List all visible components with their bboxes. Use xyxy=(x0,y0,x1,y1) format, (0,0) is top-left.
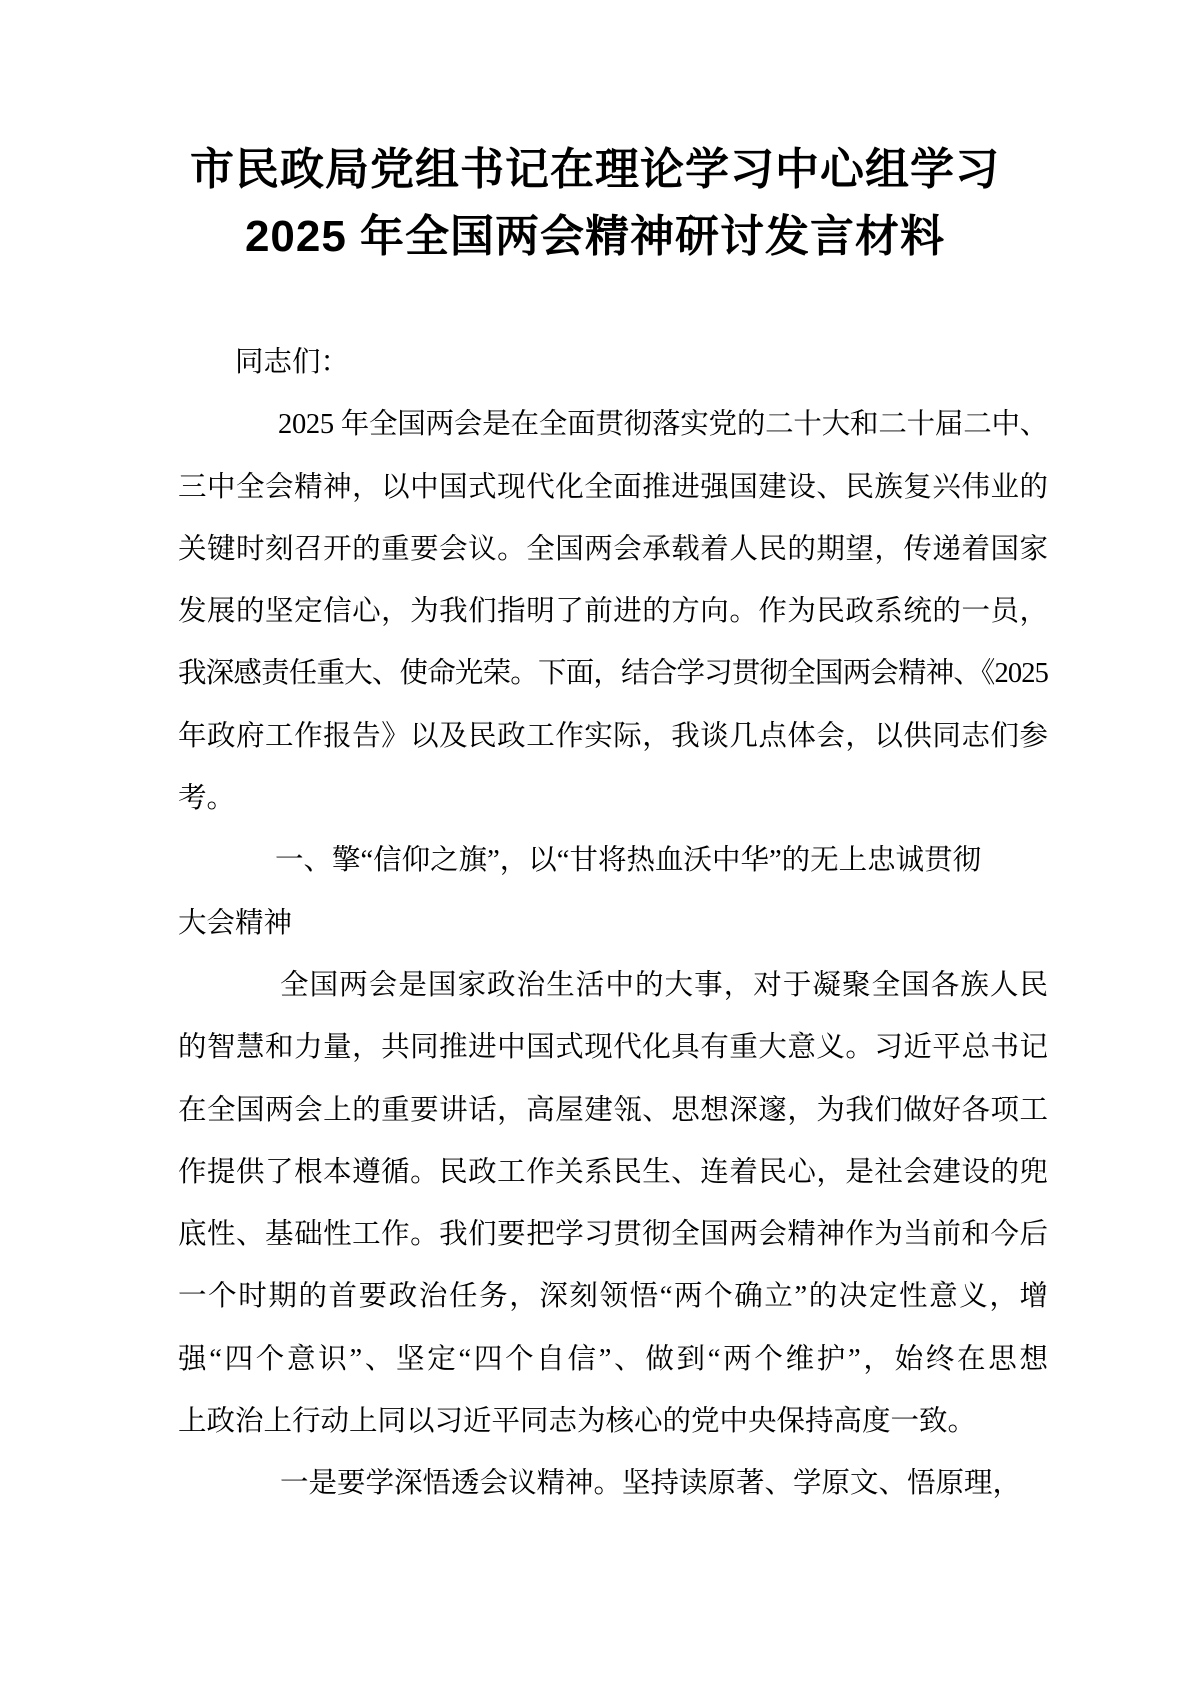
text-line: 2025 年全国两会是在全面贯彻落实党的二十大和二十届二中、 xyxy=(278,409,1048,441)
text-line: 作提供了根本遵循。民政工作关系民生、连着民心，是社会建设的兜 xyxy=(178,1156,1048,1188)
text-line: 强“四个意识”、坚定“四个自信”、做到“两个维护”，始终在思想 xyxy=(178,1343,1048,1375)
text-line: 考。 xyxy=(178,783,236,815)
paragraph-point-1 xyxy=(178,1453,1048,1515)
title-line-2: 2025 年全国两会精神研讨发言材料 xyxy=(244,212,946,261)
document-body xyxy=(178,332,1048,1516)
paragraph-intro xyxy=(178,394,1048,830)
text-line: 上政治上行动上同以习近平同志为核心的党中央保持高度一致。 xyxy=(178,1406,977,1438)
title-line-1: 市民政局党组书记在理论学习中心组学习 xyxy=(190,145,1000,194)
text-line: 一、擎“信仰之旗”，以“甘将热血沃中华”的无上忠诚贯彻 xyxy=(275,845,982,877)
text-line: 大会精神 xyxy=(178,907,293,939)
text-line: 发展的坚定信心，为我们指明了前进的方向。作为民政系统的一员， xyxy=(178,596,1048,628)
text-line: 同志们： xyxy=(235,347,350,378)
text-line: 三中全会精神，以中国式现代化全面推进强国建设、民族复兴伟业的 xyxy=(178,471,1048,503)
text-line: 一个时期的首要政治任务，深刻领悟“两个确立”的决定性意义，增 xyxy=(178,1281,1048,1313)
text-line: 年政府工作报告》以及民政工作实际，我谈几点体会，以供同志们参 xyxy=(178,720,1048,752)
text-line: 的智慧和力量，共同推进中国式现代化具有重大意义。习近平总书记 xyxy=(178,1032,1048,1064)
text-line: 在全国两会上的重要讲话，高屋建瓴、思想深邃，为我们做好各项工 xyxy=(178,1094,1048,1126)
paragraph-salutation xyxy=(178,332,1048,394)
text-line: 关键时刻召开的重要会议。全国两会承载着人民的期望，传递着国家 xyxy=(178,533,1048,565)
text-line: 全国两会是国家政治生活中的大事，对于凝聚全国各族人民 xyxy=(280,969,1048,1001)
text-line: 底性、基础性工作。我们要把学习贯彻全国两会精神作为当前和今后 xyxy=(178,1219,1048,1251)
text-line: 我深感责任重大、使命光荣。下面，结合学习贯彻全国两会精神、《2025 xyxy=(178,658,1048,690)
document-title xyxy=(0,0,1190,270)
text-line: 一是要学深悟透会议精神。坚持读原著、学原文、悟原理， xyxy=(280,1468,1022,1500)
paragraph-heading-1 xyxy=(178,830,1048,955)
paragraph-section-1-body xyxy=(178,955,1048,1453)
